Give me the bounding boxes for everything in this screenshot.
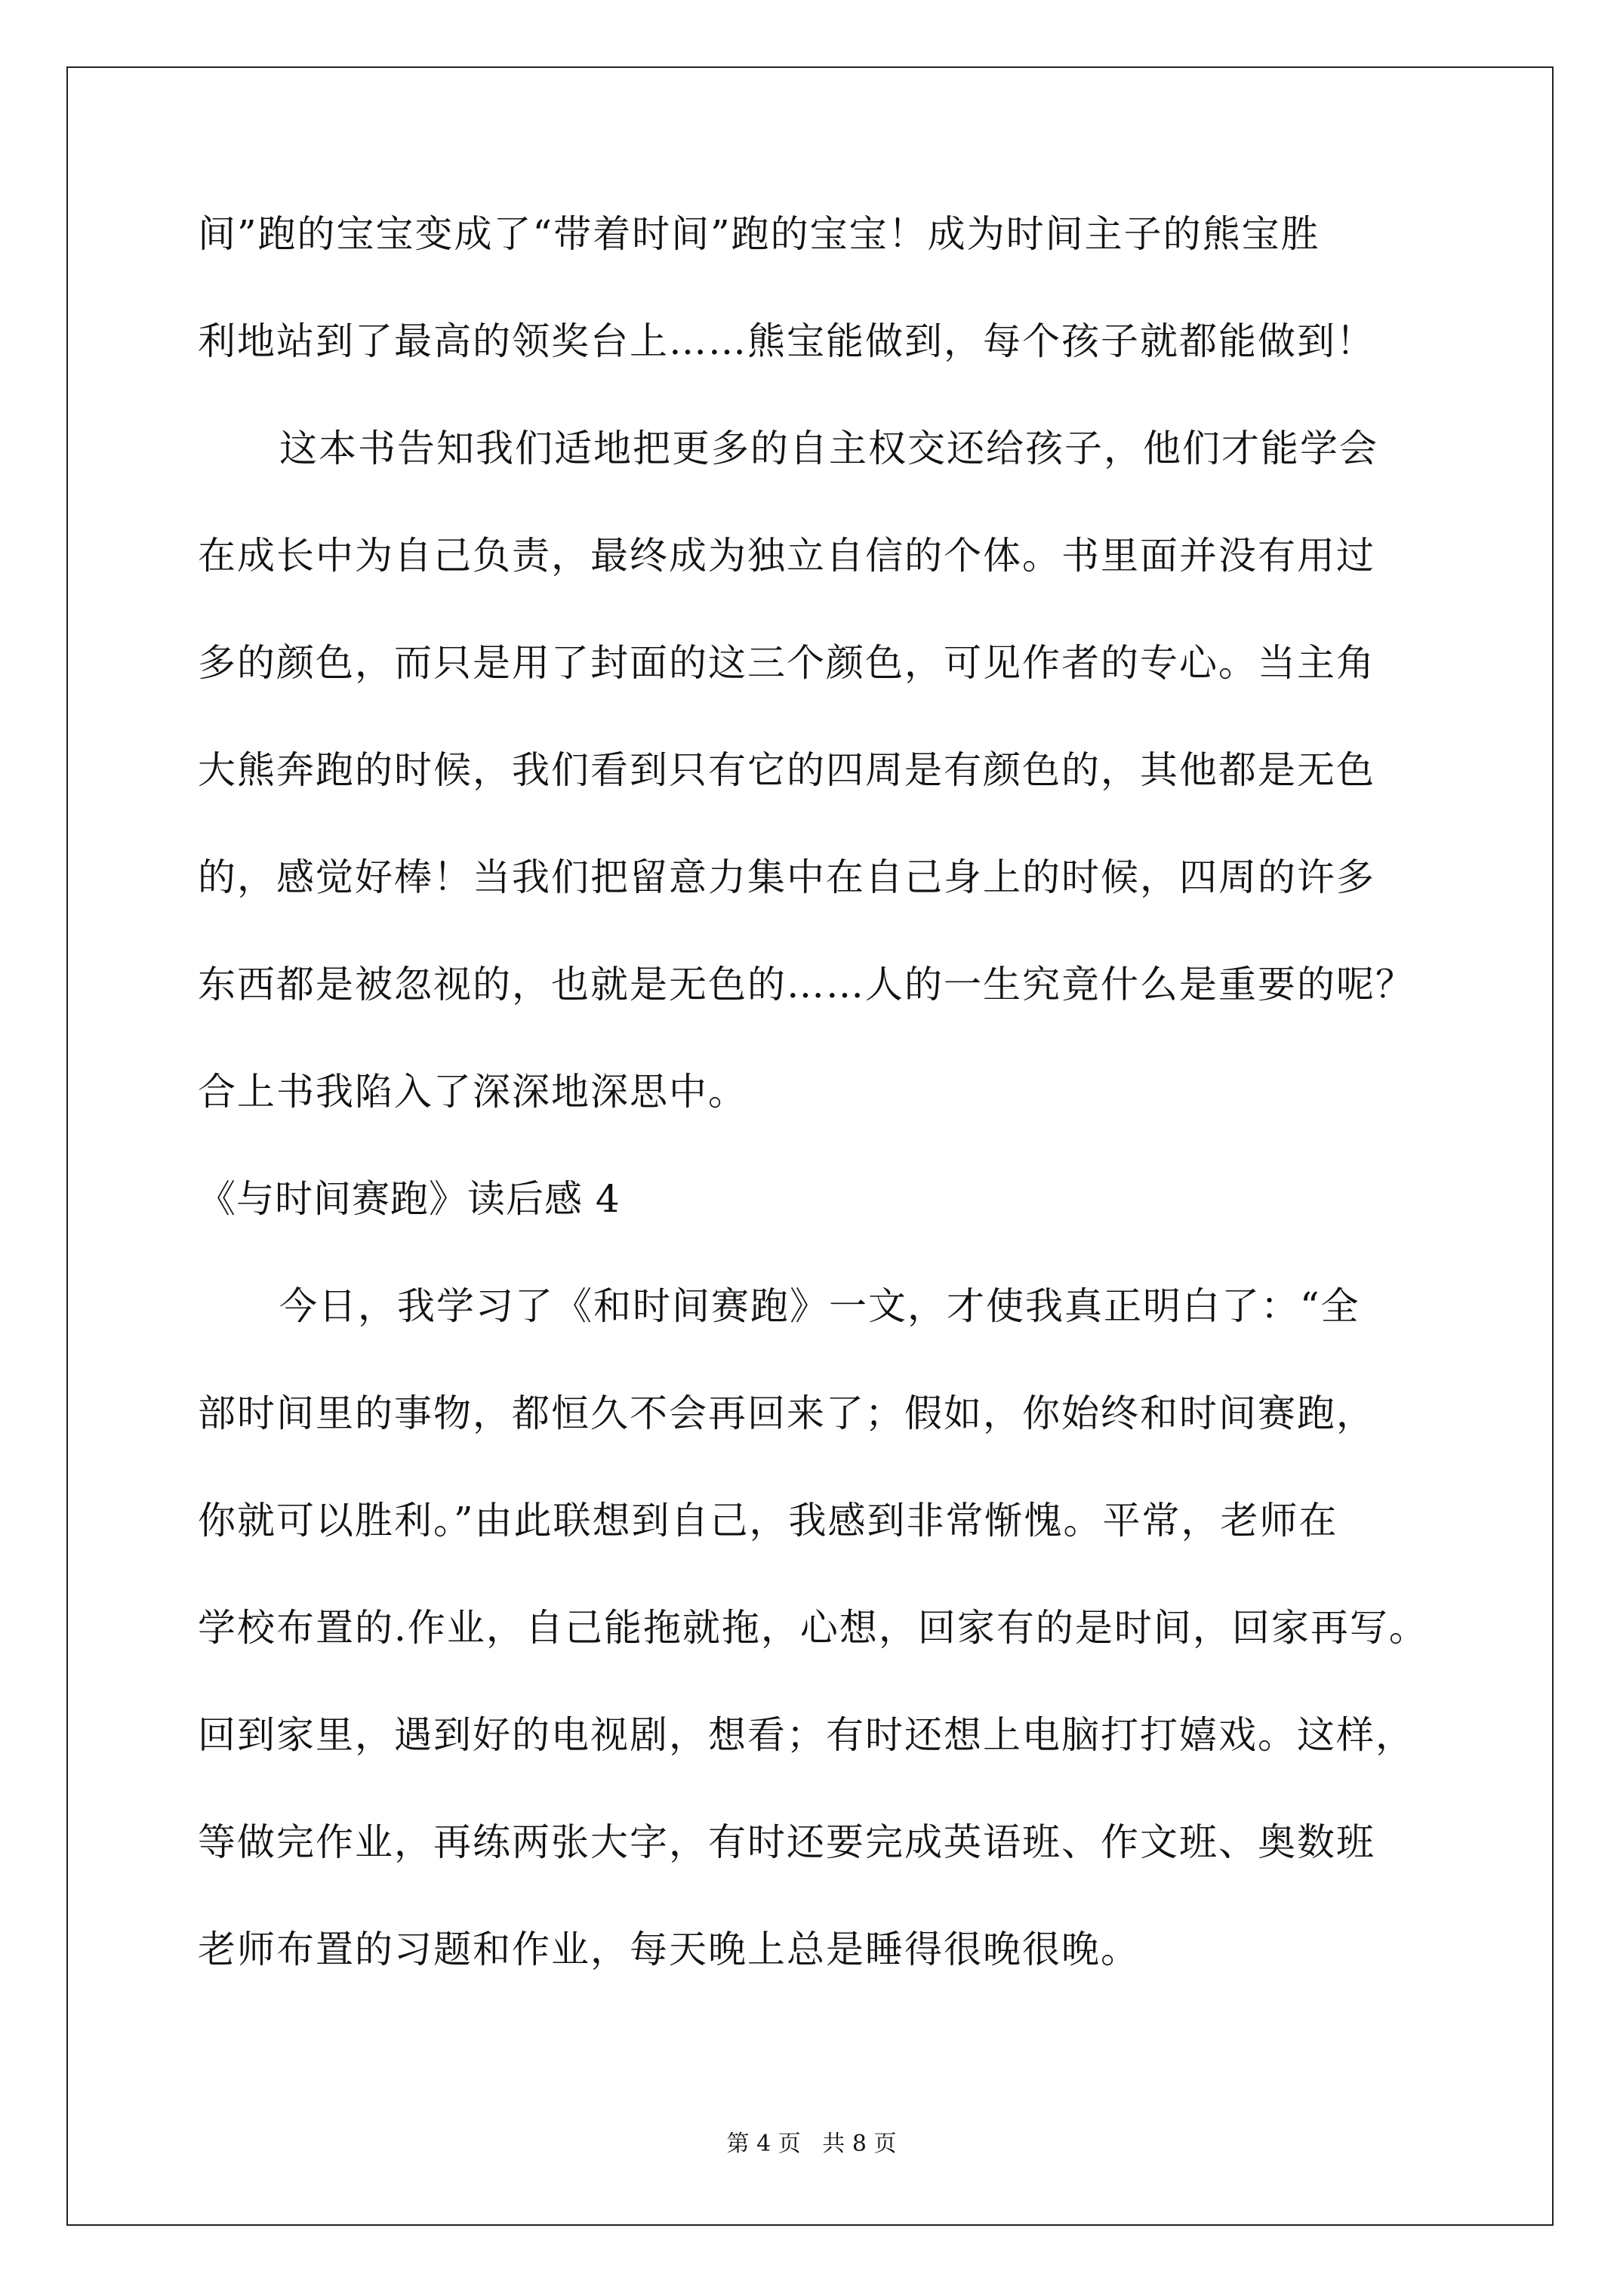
paragraph-line: 东西都是被忽视的，也就是无色的……人的一生究竟什么是重要的呢？	[198, 963, 1415, 1006]
paragraph-line: 多的颜色，而只是用了封面的这三个颜色，可见作者的专心。当主角	[198, 641, 1375, 685]
paragraph-line: 利地站到了最高的领奖台上……熊宝能做到，每个孩子就都能做到！	[198, 319, 1375, 363]
paragraph-line: 部时间里的事物，都恒久不会再回来了；假如，你始终和时间赛跑，	[198, 1391, 1375, 1435]
paragraph-line: 老师布置的习题和作业，每天晚上总是睡得很晚很晚。	[198, 1928, 1140, 1971]
paragraph-line: 的，感觉好棒！当我们把留意力集中在自己身上的时候，四周的许多	[198, 855, 1375, 899]
section-heading: 《与时间赛跑》读后感 4	[198, 1177, 621, 1221]
document-body	[198, 211, 1474, 2034]
paragraph-line: 学校布置的.作业，自己能拖就拖，心想，回家有的是时间，回家再写。	[198, 1606, 1428, 1650]
paragraph-line: 今日，我学习了《和时间赛跑》一文，才使我真正明白了：“全	[279, 1284, 1360, 1328]
paragraph-line: 这本书告知我们适地把更多的自主权交还给孩子，他们才能学会	[279, 427, 1378, 470]
paragraph-line: 在成长中为自己负责，最终成为独立自信的个体。书里面并没有用过	[198, 534, 1375, 578]
page-number: 第 4 页 共 8 页	[726, 2131, 897, 2157]
paragraph-line: 等做完作业，再练两张大字，有时还要完成英语班、作文班、奥数班	[198, 1820, 1375, 1864]
paragraph-line: 合上书我陷入了深深地深思中。	[198, 1070, 747, 1114]
paragraph-line: 间”跑的宝宝变成了“带着时间”跑的宝宝！成为时间主子的熊宝胜	[198, 212, 1320, 256]
paragraph-line: 你就可以胜利。”由此联想到自己，我感到非常惭愧。平常，老师在	[198, 1499, 1338, 1542]
paragraph-line: 回到家里，遇到好的电视剧，想看；有时还想上电脑打打嬉戏。这样，	[198, 1713, 1415, 1757]
paragraph-line: 大熊奔跑的时候，我们看到只有它的四周是有颜色的，其他都是无色	[198, 748, 1375, 792]
